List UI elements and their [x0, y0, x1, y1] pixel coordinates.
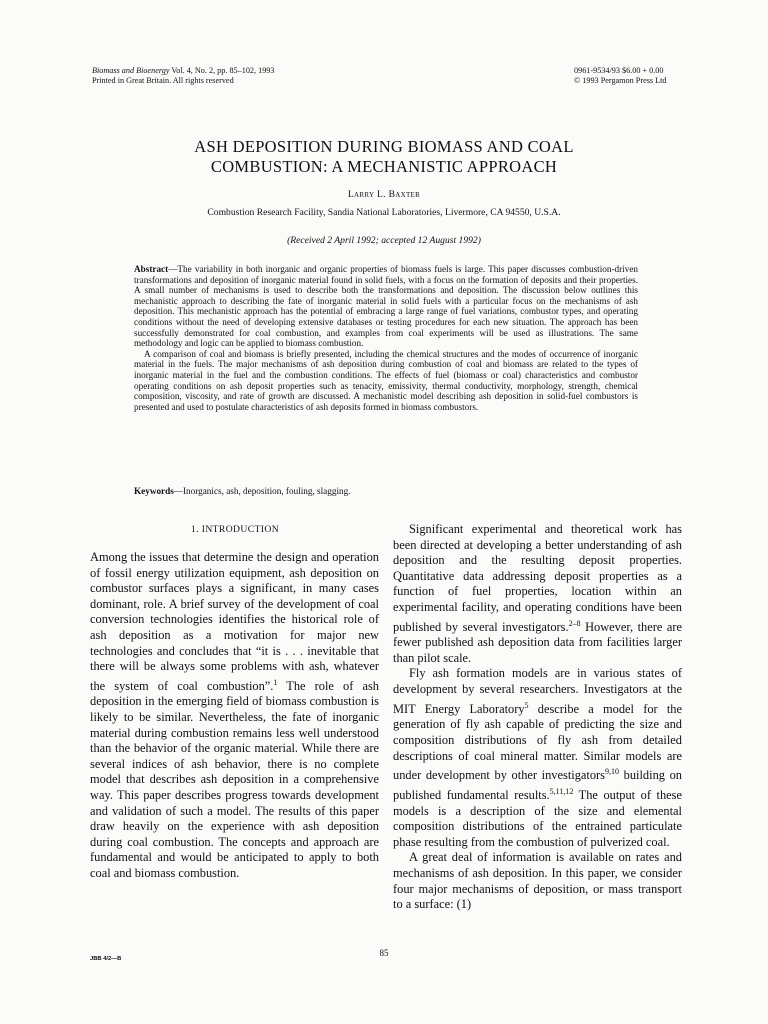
author: Larry L. Baxter	[347, 189, 421, 200]
right-para-2	[393, 666, 682, 850]
journal-header	[92, 66, 274, 86]
left-text-a: Among the issues that determine the design and operation of fossil energy utilization equipment, ash deposition on combustor surfaces plays a significant, in many cases dominant, role. A brief survey of the development of coal conversion technologies identifies the historical role of ash deposition as a motivation for major new technologies and concludes that “it is . . . inevitable that there will be always some problems with ash, whatever the system of coal combustion”.	[90, 550, 379, 693]
left-para-1	[90, 550, 379, 882]
issn-price: 0961-9534/93 $6.00 + 0.00	[574, 66, 664, 75]
page-number: 85	[379, 948, 389, 958]
ref-5: 5	[524, 700, 529, 710]
ref-1: 1	[273, 677, 278, 687]
left-column	[90, 550, 379, 882]
right-column	[393, 522, 682, 913]
footer-code: JBB 4/2—B	[90, 956, 122, 962]
right-para-3: A great deal of information is available on rates and mechanisms of ash deposition. In this paper, we consider four major mechanisms of deposition, or mass transport to a surface: (1)	[393, 850, 682, 912]
abstract-para-2: A comparison of coal and biomass is briefly presented, including the chemical structures and the modes of occurrence of inorganic material in the fuels. The major mechanisms of ash deposition during combustion of coal and biomass are related to the types of inorganic material in the fuel and the combustion conditions. The effects of fuel (biomass or coal) characteristics and combustor operating conditions on ash deposit properties such as tenacity, emissivity, thermal conductivity, morphology, strength, chemical composition, viscosity, and rate of growth are discussed. A mechanistic model describing ash deposition in solid-fuel combustors is presented and used to postulate characteristics of ash deposits formed in biomass combustors.	[134, 348, 638, 412]
abstract	[134, 264, 638, 412]
title-line-1: ASH DEPOSITION DURING BIOMASS AND COAL	[194, 137, 574, 156]
right-text-2c: building on published fundamental results.	[393, 768, 682, 802]
keywords	[134, 486, 638, 497]
ref-2-8: 2–8	[568, 618, 581, 628]
right-text-1a: Significant experimental and theoretical work has been directed at developing a better understanding of ash deposition and the resulting deposit properties. Quantitative data addressing deposit properties as a function of fuel properties, location within an experimental facility, and operating conditions have been published by several investigators.	[393, 522, 682, 634]
right-text-2a: Fly ash formation models are in various states of development by several researchers. Investigators at the MIT Energy Laboratory	[393, 666, 682, 716]
title-line-2: COMBUSTION: A MECHANISTIC APPROACH	[210, 157, 558, 176]
right-text-2d: The output of these models is a description of the size and elemental composition distributions of the entrained particulate phase resulting from the combustion of pulverized coal.	[393, 788, 682, 849]
keywords-label: Keywords	[134, 486, 174, 496]
affiliation: Combustion Research Facility, Sandia National Laboratories, Livermore, CA 94550, U.S.A.	[207, 207, 561, 218]
paper-title	[0, 137, 768, 177]
right-text-2b: describe a model for the generation of fly ash capable of predicting the size and composition distributions of fly ash from detailed descriptions of coal mineral matter. Similar models are under development by other investigators	[393, 701, 682, 783]
right-para-1	[393, 522, 682, 666]
received-dates: (Received 2 April 1992; accepted 12 August 1992)	[287, 235, 481, 246]
ref-9-10: 9,10	[605, 767, 619, 777]
printed-note: Printed in Great Britain. All rights reserved	[92, 76, 234, 85]
journal-name: Biomass and Bioenergy	[92, 66, 170, 75]
section-heading: 1. INTRODUCTION	[190, 524, 280, 535]
abstract-label: Abstract	[134, 264, 169, 274]
left-text-b: The role of ash deposition in the emerging field of biomass combustion is likely to be similar. Nevertheless, the fate of inorganic material during combustion remains less well understood than the behavior of the organic material. While there are several indices of ash behavior, there is no complete model that describes ash deposition in a comprehensive way. This paper describes progress towards development and validation of such a model. The results of this paper draw heavily on the experience with ash deposition during coal combustion. The concepts and approach are fundamental and would be anticipated to apply to both coal and biomass combustion.	[90, 678, 379, 880]
publisher-header	[574, 66, 667, 86]
volume-pages: Vol. 4, No. 2, pp. 85–102, 1993	[171, 66, 275, 75]
abstract-para-1: —The variability in both inorganic and organic properties of biomass fuels is large. This paper discusses combustion-driven transformations and deposition of inorganic material found in solid fuels, with a focus on the formation of deposits and their properties. A small number of mechanisms is used to describe both the transformations and deposition. The discussion below outlines this mechanistic approach to describing the fate of inorganic material in solid fuels with a particular focus on the mechanisms of ash deposition. This mechanistic approach has the potential of embracing a large range of fuel variations, combustor types, and operating conditions without the need of developing extensive databases or testing procedures for each new situation. The approach has been successfully demonstrated for coal combustion, and examples from coal experiments will be used as illustrations. The same methodology and logic can be applied to biomass combustion.	[134, 264, 638, 349]
ref-5-11-12: 5,11,12	[549, 786, 574, 796]
right-text-1b: However, there are fewer published ash deposition data from facilities larger than pilot scale.	[393, 619, 682, 665]
keywords-text: —Inorganics, ash, deposition, fouling, slagging.	[173, 486, 351, 496]
copyright: © 1993 Pergamon Press Ltd	[574, 76, 667, 85]
